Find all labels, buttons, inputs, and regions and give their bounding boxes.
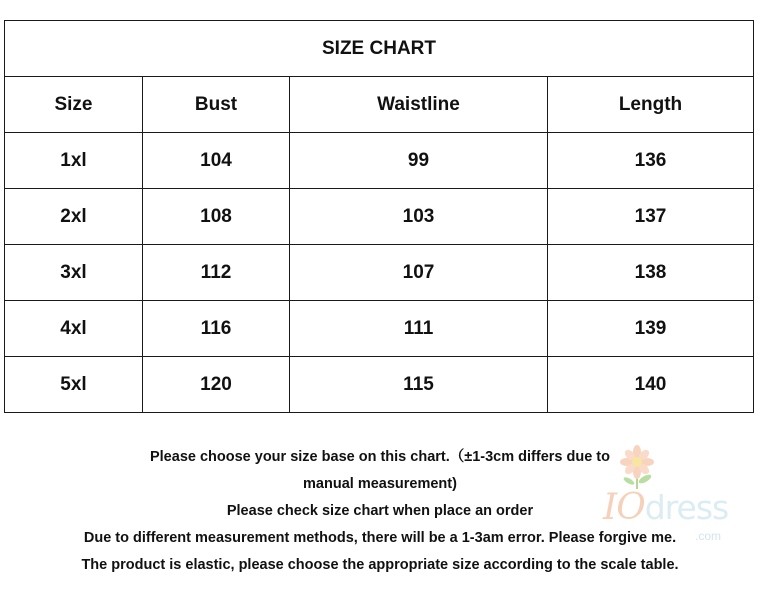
table-row — [5, 357, 754, 413]
brand-domain: .com — [695, 529, 722, 543]
note-line: manual measurement) — [303, 476, 457, 492]
brand-name: IOdress — [603, 487, 729, 528]
cell-length: 139 — [548, 301, 754, 357]
title-row — [5, 21, 754, 77]
cell-size: 2xl — [5, 189, 143, 245]
header-bust: Bust — [143, 77, 290, 133]
header-length: Length — [548, 77, 754, 133]
size-notes — [0, 444, 760, 579]
cell-bust: 104 — [143, 133, 290, 189]
cell-length: 137 — [548, 189, 754, 245]
table-row — [5, 245, 754, 301]
header-waistline: Waistline — [290, 77, 548, 133]
cell-waistline: 99 — [290, 133, 548, 189]
note-line: Due to different measurement methods, there will be a 1-3am error. Please forgive me. — [83, 530, 677, 546]
note-line: Please choose your size base on this chart.（±1-3cm differs due to — [149, 449, 610, 465]
cell-waistline: 115 — [290, 357, 548, 413]
cell-waistline: 103 — [290, 189, 548, 245]
cell-bust: 120 — [143, 357, 290, 413]
cell-bust: 116 — [143, 301, 290, 357]
table-row — [5, 133, 754, 189]
header-size: Size — [5, 77, 143, 133]
cell-size: 1xl — [5, 133, 143, 189]
cell-bust: 112 — [143, 245, 290, 301]
table-title: SIZE CHART — [5, 21, 754, 77]
cell-length: 140 — [548, 357, 754, 413]
table-row — [5, 301, 754, 357]
cell-waistline: 107 — [290, 245, 548, 301]
table-row — [5, 189, 754, 245]
note-line: Please check size chart when place an order — [226, 503, 534, 519]
size-chart-table — [4, 20, 754, 413]
header-row — [5, 77, 754, 133]
cell-length: 138 — [548, 245, 754, 301]
cell-size: 5xl — [5, 357, 143, 413]
cell-bust: 108 — [143, 189, 290, 245]
cell-size: 3xl — [5, 245, 143, 301]
note-line: The product is elastic, please choose the appropriate size according to the scale table. — [81, 557, 679, 573]
cell-size: 4xl — [5, 301, 143, 357]
cell-length: 136 — [548, 133, 754, 189]
cell-waistline: 111 — [290, 301, 548, 357]
